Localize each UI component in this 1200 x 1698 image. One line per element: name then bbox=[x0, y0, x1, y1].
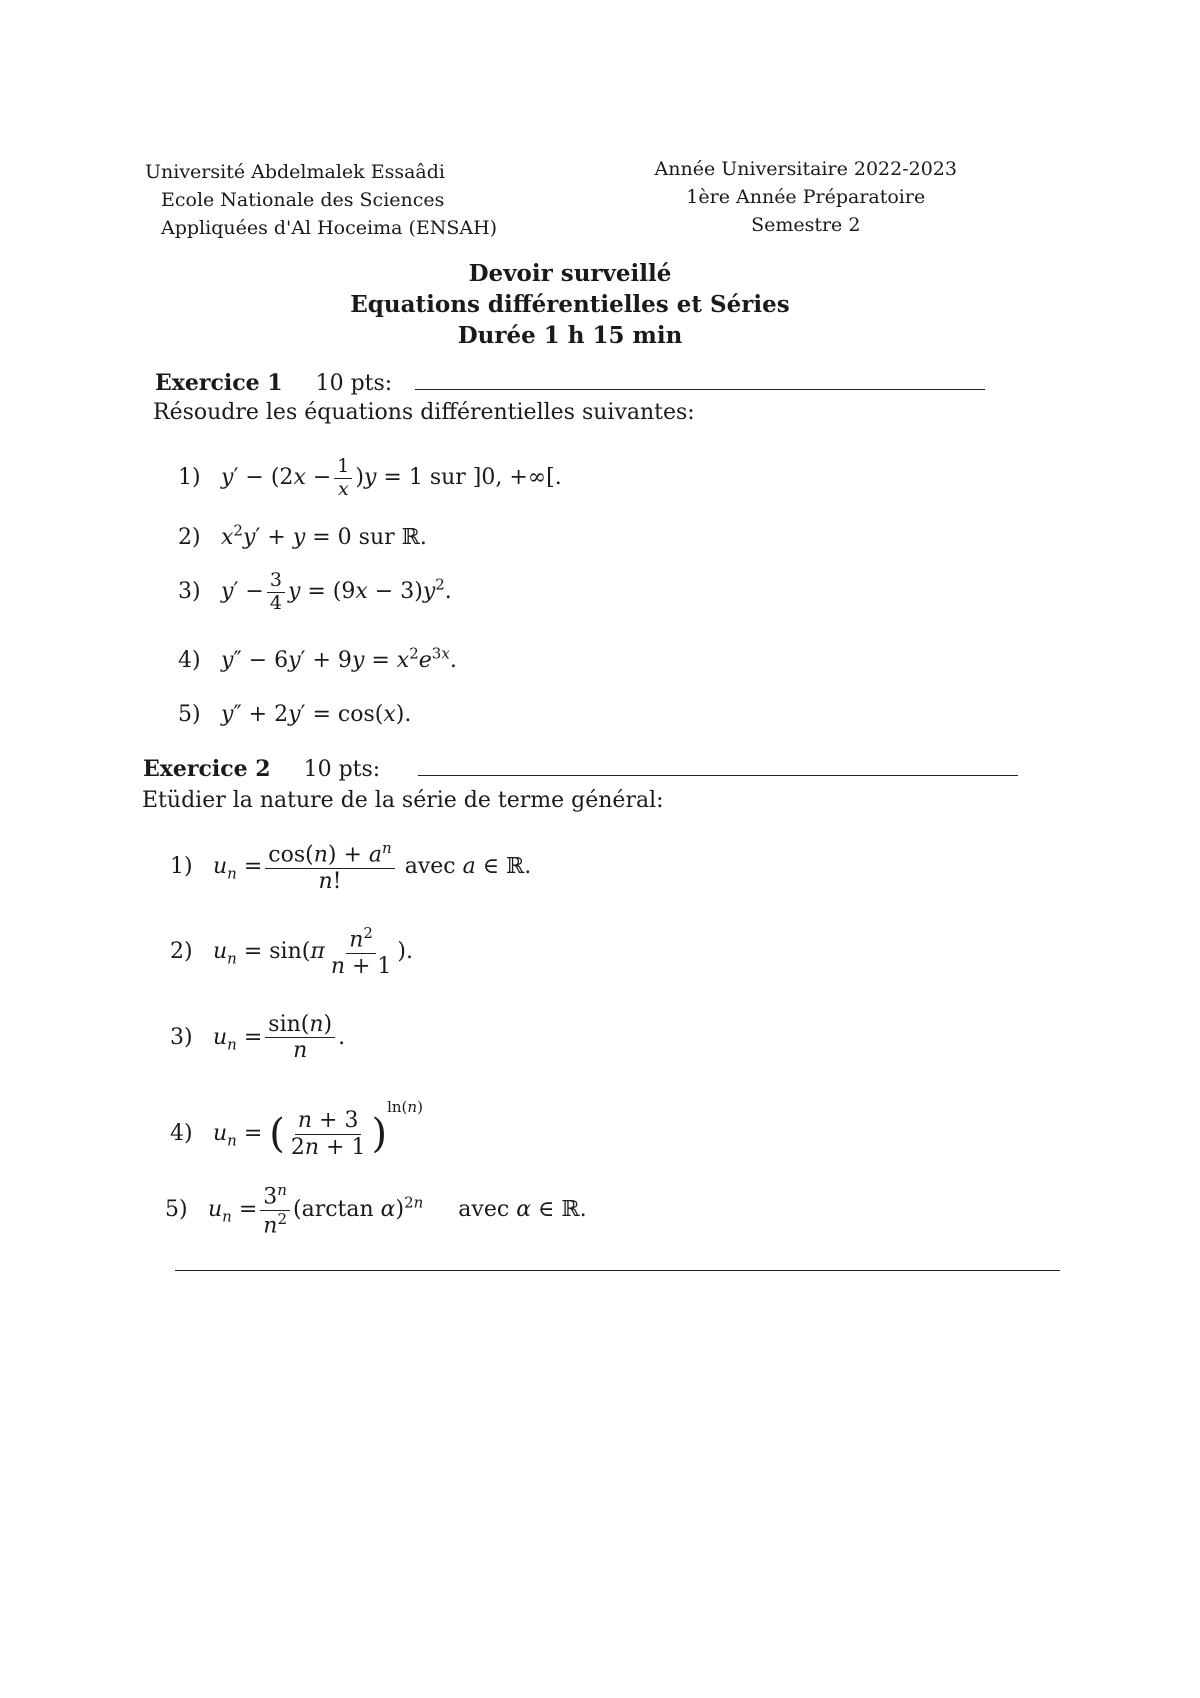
item-number: 2) bbox=[178, 525, 201, 551]
item-number: 3) bbox=[170, 1024, 193, 1050]
exercise2-item-5 bbox=[165, 1182, 587, 1238]
item-number: 2) bbox=[170, 938, 193, 964]
semester: Semestre 2 bbox=[751, 214, 861, 236]
exercise2-item-3 bbox=[170, 1012, 345, 1064]
exercise1-label: Exercice 1 bbox=[155, 370, 283, 396]
exercise2-instruction: Etüdier la nature de la série de terme général: bbox=[142, 788, 664, 813]
exercise2-points: 10 pts: bbox=[303, 757, 381, 782]
exercise1-rule bbox=[415, 389, 985, 390]
exercise1-item-4 bbox=[178, 645, 457, 673]
item-number: 1) bbox=[170, 853, 193, 879]
academic-info-block bbox=[655, 155, 957, 239]
item-number: 3) bbox=[178, 579, 201, 605]
item-number: 4) bbox=[170, 1121, 193, 1146]
institution-block bbox=[145, 158, 497, 242]
exercise1-item-2 bbox=[178, 522, 427, 550]
end-rule bbox=[175, 1270, 1060, 1271]
exam-type: Devoir surveillé bbox=[468, 260, 672, 287]
item-number: 5) bbox=[178, 702, 201, 727]
exercise1-item-5 bbox=[178, 702, 411, 727]
exercise1-heading bbox=[155, 370, 392, 396]
item-number: 1) bbox=[178, 465, 201, 491]
exercise1-item-1 bbox=[178, 456, 562, 501]
exercise2-heading bbox=[143, 756, 380, 782]
exercise2-item-4 bbox=[170, 1098, 423, 1160]
series-term: $u_n$ = ( $\frac{n + 3}{2n + 1}$ )$^{ln(n)}$ bbox=[213, 1098, 423, 1160]
exercise2-item-1 bbox=[170, 840, 531, 894]
exam-duration: Durée 1 h 15 min bbox=[457, 322, 683, 349]
equation: $y'' - 6y' + 9y = x^2e^{3x}$. bbox=[221, 645, 457, 674]
equation: y′ − (2x − $\frac{1}{x}$ )y = 1 sur ]0, +∞[. bbox=[221, 455, 562, 500]
school-location: Appliquées d'Al Hoceima (ENSAH) bbox=[161, 217, 498, 239]
series-term: $u_n$ = $\frac{3^n}{n^2}$ (arctan α)$^{2n}$ avec α ∈ ℝ. bbox=[208, 1181, 587, 1238]
series-term: $u_n = \sin(\pi$ $\frac{n^2}{n + 1}$ ). bbox=[213, 924, 413, 979]
year-level: 1ère Année Préparatoire bbox=[686, 186, 926, 208]
university-name: Université Abdelmalek Essaâdi bbox=[145, 161, 445, 183]
academic-year: Année Universitaire 2022-2023 bbox=[654, 158, 957, 180]
equation: y″ + 2y′ = cos(x). bbox=[221, 702, 412, 727]
exercise2-rule bbox=[418, 775, 1018, 776]
exercise2-item-2 bbox=[170, 925, 413, 979]
exercise1-item-3 bbox=[178, 570, 452, 615]
exam-subject: Equations différentielles et Séries bbox=[350, 291, 790, 318]
exercise2-label: Exercice 2 bbox=[143, 756, 271, 782]
series-term: $u_n$ = $\frac{\cos(n) + a^n}{n!}$ avec a ∈ ℝ. bbox=[213, 839, 532, 894]
item-number: 5) bbox=[165, 1197, 188, 1223]
exercise1-points: 10 pts: bbox=[315, 371, 393, 396]
exercise1-instruction: Résoudre les équations différentielles suivantes: bbox=[153, 400, 695, 425]
equation: y′ − $\frac{3}{4}$ $y = (9x - 3)y^2$. bbox=[221, 569, 452, 614]
school-name: Ecole Nationale des Sciences bbox=[161, 189, 445, 211]
series-term: $u_n$ = $\frac{\sin(n)}{n}$ . bbox=[213, 1012, 346, 1064]
exam-title bbox=[0, 258, 1140, 351]
equation: $x^2y' + y = 0$ sur ℝ. bbox=[221, 522, 427, 551]
item-number: 4) bbox=[178, 648, 201, 674]
